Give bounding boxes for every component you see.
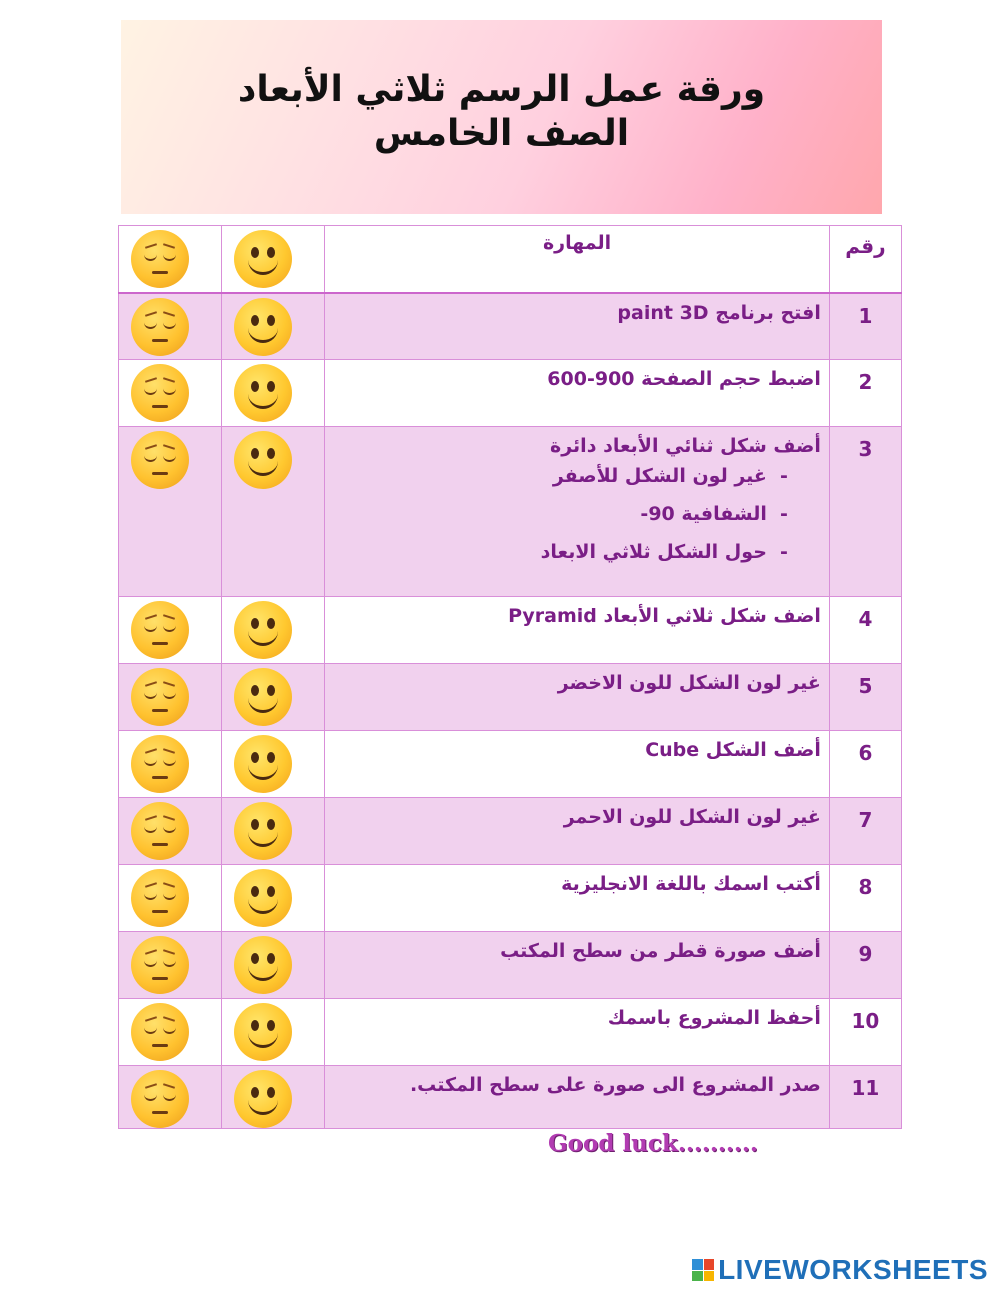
list-item — [333, 463, 801, 489]
happy-choice[interactable] — [222, 932, 325, 999]
list-item — [333, 501, 801, 527]
sad-choice[interactable] — [119, 360, 222, 427]
table-row — [119, 865, 902, 932]
sad-choice[interactable] — [119, 999, 222, 1066]
happy-choice[interactable] — [222, 999, 325, 1066]
row-number: 1 — [829, 293, 901, 360]
smile-face-icon — [234, 1003, 292, 1061]
sad-face-icon — [131, 1003, 189, 1061]
good-luck-text: Good luck.......... — [548, 1130, 758, 1157]
row-number: 9 — [829, 932, 901, 999]
sad-face-icon — [131, 431, 189, 489]
sad-choice[interactable] — [119, 1066, 222, 1129]
table-row — [119, 597, 902, 664]
row-number: 6 — [829, 731, 901, 798]
smile-face-icon — [234, 601, 292, 659]
sad-header-cell — [119, 226, 222, 293]
smile-face-icon — [234, 364, 292, 422]
skill-text: أضف صورة قطر من سطح المكتب — [325, 932, 830, 999]
skill-text: صدر المشروع الى صورة على سطح المكتب. — [325, 1066, 830, 1129]
smile-face-icon — [234, 668, 292, 726]
table-row — [119, 731, 902, 798]
happy-choice[interactable] — [222, 293, 325, 360]
sad-face-icon — [131, 364, 189, 422]
sad-face-icon — [131, 230, 189, 288]
smile-face-icon — [234, 230, 292, 288]
skill-text: أضف الشكل Cube — [325, 731, 830, 798]
list-marker: - — [779, 503, 788, 525]
row-number: 4 — [829, 597, 901, 664]
table-row — [119, 932, 902, 999]
title-line-2: الصف الخامس — [373, 113, 630, 154]
row-number: 8 — [829, 865, 901, 932]
smile-face-icon — [234, 735, 292, 793]
happy-choice[interactable] — [222, 731, 325, 798]
skill-text: افتح برنامج paint 3D — [325, 293, 830, 360]
smile-face-icon — [234, 802, 292, 860]
table-row — [119, 1066, 902, 1129]
skill-text: اضبط حجم الصفحة 900-600 — [325, 360, 830, 427]
row-number: 11 — [829, 1066, 901, 1129]
smile-face-icon — [234, 936, 292, 994]
sad-face-icon — [131, 735, 189, 793]
table-header-row — [119, 226, 902, 293]
subitem-text: الشفافية 90- — [640, 503, 767, 525]
sad-face-icon — [131, 668, 189, 726]
brand-name: LIVEWORKSHEETS — [718, 1254, 988, 1285]
subitem-text: غير لون الشكل للأصفر — [552, 465, 767, 487]
sad-choice[interactable] — [119, 798, 222, 865]
skill-column-header: المهارة — [325, 226, 830, 293]
brand-logo — [692, 1254, 988, 1286]
sad-choice[interactable] — [119, 664, 222, 731]
happy-choice[interactable] — [222, 865, 325, 932]
sad-face-icon — [131, 298, 189, 356]
skill-text: غير لون الشكل للون الاخضر — [325, 664, 830, 731]
table-row — [119, 664, 902, 731]
happy-choice[interactable] — [222, 1066, 325, 1129]
number-column-header: رقم — [829, 226, 901, 293]
skills-table — [118, 225, 902, 1129]
table-row — [119, 798, 902, 865]
skill-text: اضف شكل ثلاثي الأبعاد Pyramid — [325, 597, 830, 664]
smile-face-icon — [234, 1070, 292, 1128]
sad-choice[interactable] — [119, 865, 222, 932]
table-row — [119, 999, 902, 1066]
skill-text: غير لون الشكل للون الاحمر — [325, 798, 830, 865]
happy-choice[interactable] — [222, 798, 325, 865]
happy-choice[interactable] — [222, 427, 325, 597]
smile-face-icon — [234, 431, 292, 489]
happy-choice[interactable] — [222, 360, 325, 427]
skill-text-with-subitems — [325, 427, 830, 597]
liveworksheets-icon — [692, 1259, 714, 1281]
sad-face-icon — [131, 869, 189, 927]
skill-text: أحفظ المشروع باسمك — [325, 999, 830, 1066]
sad-choice[interactable] — [119, 731, 222, 798]
title-banner — [121, 20, 882, 214]
smile-face-icon — [234, 298, 292, 356]
subitem-list — [333, 463, 821, 565]
sad-face-icon — [131, 936, 189, 994]
table-row — [119, 427, 902, 597]
skill-text: أكتب اسمك باللغة الانجليزية — [325, 865, 830, 932]
title-line-1: ورقة عمل الرسم ثلاثي الأبعاد — [237, 69, 766, 110]
sad-choice[interactable] — [119, 597, 222, 664]
list-marker: - — [779, 465, 788, 487]
list-item — [333, 539, 801, 565]
happy-choice[interactable] — [222, 664, 325, 731]
sad-face-icon — [131, 601, 189, 659]
sad-face-icon — [131, 802, 189, 860]
row-number: 10 — [829, 999, 901, 1066]
row-number: 3 — [829, 427, 901, 597]
table-row — [119, 293, 902, 360]
page-title — [121, 68, 882, 156]
sad-choice[interactable] — [119, 427, 222, 597]
list-marker: - — [779, 541, 788, 563]
sad-face-icon — [131, 1070, 189, 1128]
skill-text: أضف شكل ثنائي الأبعاد دائرة — [550, 435, 821, 457]
table-row — [119, 360, 902, 427]
sad-choice[interactable] — [119, 932, 222, 999]
happy-header-cell — [222, 226, 325, 293]
subitem-text: حول الشكل ثلاثي الابعاد — [540, 541, 767, 563]
smile-face-icon — [234, 869, 292, 927]
sad-choice[interactable] — [119, 293, 222, 360]
happy-choice[interactable] — [222, 597, 325, 664]
row-number: 7 — [829, 798, 901, 865]
row-number: 2 — [829, 360, 901, 427]
row-number: 5 — [829, 664, 901, 731]
